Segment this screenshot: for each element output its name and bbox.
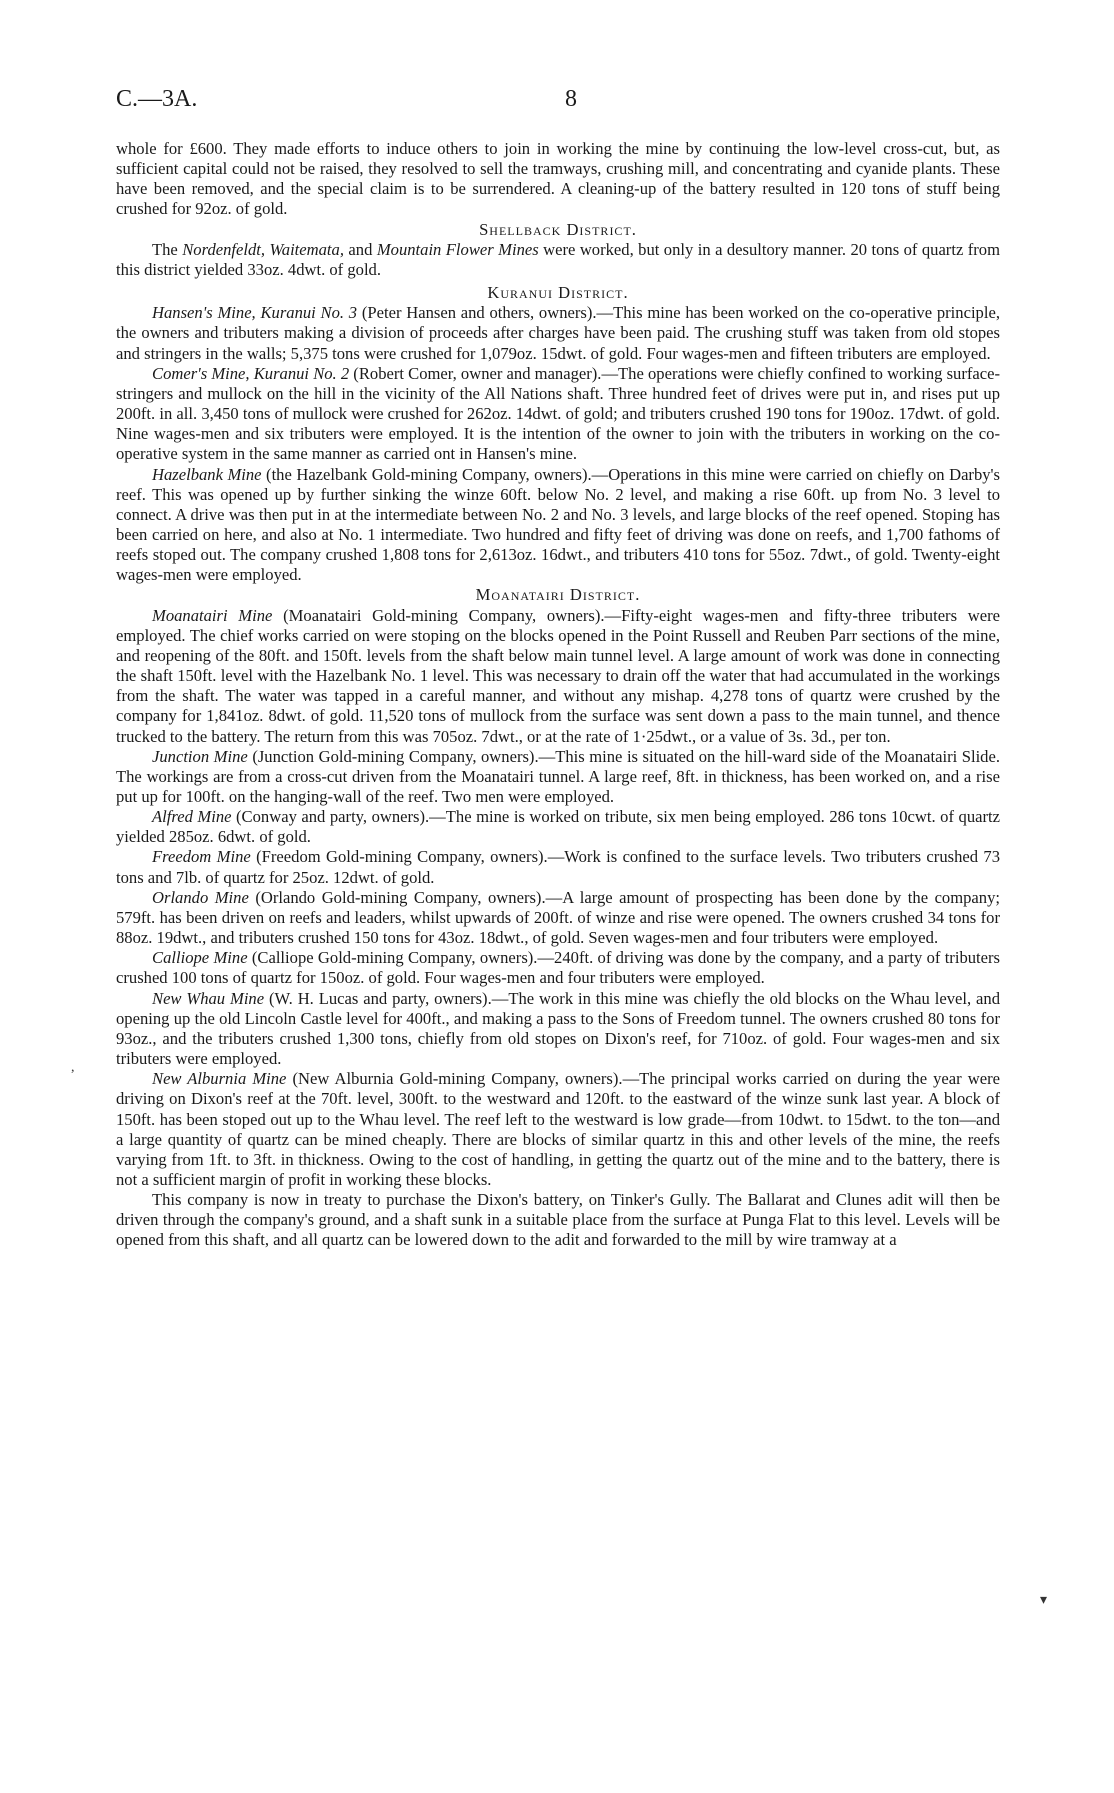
paragraph-new-whau-mine bbox=[116, 989, 1000, 1070]
mine-name: Junction Mine bbox=[152, 746, 248, 766]
text-run: and bbox=[344, 239, 377, 259]
text-run: (W. H. Lucas and party, owners).—The work in this mine was chiefly the old blocks on the Whau level, and opening up the old Lincoln Castle level for 400ft., and making a pass to the Sons of Freedom tunnel. The owners crushed 80 tons for 93oz., and the tributers crushed 1,300 tons, chiefly from old stopes on Dixon's reef, for 710oz. of gold. Four wages-men and six tributers were employed. bbox=[116, 988, 1000, 1069]
mine-name: Moanatairi Mine bbox=[152, 605, 273, 625]
paragraph-shellback bbox=[116, 240, 1000, 280]
paragraph-moanatairi-mine bbox=[116, 606, 1000, 747]
mine-name: Comer's Mine, Kuranui No. 2 bbox=[152, 363, 350, 383]
text-run: (Moanatairi Gold-mining Company, owners).—Fifty-eight wages-men and fifty-three tributers were employed. The chief works carried on were stoping on the blocks opened in the Point Russell and Reuben Parr sections of the mine, and reopening of the 80ft. and 150ft. levels from the shaft below main tunnel level. A large amount of work was done in connecting the shaft 150ft. level with the Hazelbank No. 1 level. This was necessary to drain off the water that had accumulated in the workings from the shaft. The water was tapped in a careful manner, and without any mishap. 4,278 tons of quartz were crushed by the company for 1,841oz. 8dwt. of gold. 11,520 tons of mullock from the surface was sent down a pass to the main tunnel, and thence trucked to the battery. The return from this was 705oz. 7dwt., or at the rate of 1·25dwt., or a value of 3s. 3d., per ton. bbox=[116, 605, 1000, 746]
paragraph-company-treaty: This company is now in treaty to purchase the Dixon's battery, on Tinker's Gully. The Ballarat and Clunes adit will then be driven through the company's ground, and a shaft sunk in a suitable place from the surface at Punga Flat to this level. Levels will be opened from this shaft, and all quartz can be lowered down to the adit and forwarded to the mill by wire tramway at a bbox=[116, 1190, 1000, 1250]
mine-name: Orlando Mine bbox=[152, 887, 249, 907]
mine-name: Freedom Mine bbox=[152, 847, 251, 867]
mine-names: Mountain Flower Mines bbox=[376, 239, 539, 259]
page-header bbox=[116, 86, 1000, 120]
heading-moanatairi-district: Moanatairi District. bbox=[475, 585, 641, 605]
paragraph-orlando-mine bbox=[116, 888, 1000, 948]
paragraph-calliope-mine bbox=[116, 948, 1000, 988]
text-run: (Freedom Gold-mining Company, owners).—Work is confined to the surface levels. Two tributers crushed 73 tons and 7lb. of quartz for 25oz. 12dwt. of gold. bbox=[116, 847, 1001, 887]
text-run: (Peter Hansen and others, owners).—This mine has been worked on the co-operative principle, the owners and tributers making a division of proceeds after charges have been paid. The crushing stuff was taken from old stopes and stringers in the walls; 5,375 tons were crushed for 1,079oz. 15dwt. of gold. Four wages-men and fifteen tributers are employed. bbox=[116, 303, 1000, 363]
page-number: 8 bbox=[565, 86, 577, 112]
text-run: (the Hazelbank Gold-mining Company, owners).—Operations in this mine were carried on chiefly on Darby's reef. This was opened up by further sinking the winze 60ft. below No. 2 level, and making a rise 60ft. up from No. 3 level to connect. A drive was then put in at the intermediate between No. 2 and No. 3 levels, and large blocks of the reef opened. Stoping has been carried on here, and also at No. 1 intermediate. Two hundred and fifty feet of driving was done on reefs, and 1,700 fathoms of reefs stoped out. The company crushed 1,808 tons for 2,613oz. 16dwt., and tributers 410 tons for 55oz. 7dwt., of gold. Twenty-eight wages-men were employed. bbox=[116, 464, 1000, 585]
text-run: The bbox=[152, 239, 183, 259]
paragraph-continuation: whole for £600. They made efforts to induce others to join in working the mine by continuing the low-level cross-cut, but, as sufficient capital could not be raised, they resolved to sell the tramways, crushing mill, and concentrating and cyanide plants. These have been removed, and the special claim is to be surrendered. A cleaning-up of the battery resulted in 120 tons of stuff being crushed for 92oz. of gold. bbox=[116, 139, 1000, 219]
paragraph-comers-mine bbox=[116, 364, 1000, 465]
heading-kuranui-district: Kuranui District. bbox=[487, 283, 629, 303]
text-run: (Calliope Gold-mining Company, owners).—240ft. of driving was done by the company, and a party of tributers crushed 100 tons of quartz for 150oz. of gold. Four wages-men and four tributers were employed. bbox=[116, 948, 1000, 988]
paragraph-junction-mine bbox=[116, 747, 1000, 807]
text-run: were worked, but only in a desultory manner. 20 tons of quartz from this district yielded 33oz. 4dwt. of gold. bbox=[116, 239, 1000, 279]
paragraph-alfred-mine bbox=[116, 807, 1000, 847]
text-run: (Orlando Gold-mining Company, owners).—A large amount of prospecting has been done by the company; 579ft. has been driven on reefs and leaders, whilst upwards of 200ft. of winze and rise were opened. The owners crushed 34 tons for 88oz. 19dwt., and tributers crushed 150 tons for 43oz. 18dwt., of gold. Seven wages-men and four tributers were employed. bbox=[116, 887, 1001, 948]
mine-name: Hazelbank Mine bbox=[152, 464, 262, 484]
text-run: (Conway and party, owners).—The mine is worked on tribute, six men being employed. 286 tons 10cwt. of quartz yielded 285oz. 6dwt. of gold. bbox=[116, 807, 1000, 847]
heading-shellback-district: Shellback District. bbox=[479, 219, 637, 239]
mine-name: Calliope Mine bbox=[152, 948, 248, 968]
text-run: (Junction Gold-mining Company, owners).—This mine is situated on the hill-ward side of the Moanatairi Slide. The workings are from a cross-cut driven from the Moanatairi tunnel. A large reef, 8ft. in thickness, has been worked on, and a rise put up for 100ft. on the hanging-wall of the reef. Two men were employed. bbox=[116, 746, 1000, 806]
mine-name: Alfred Mine bbox=[152, 807, 232, 827]
mine-names: Nordenfeldt, Waitemata, bbox=[182, 239, 344, 259]
mine-name: Hansen's Mine, Kuranui No. 3 bbox=[152, 303, 358, 323]
mine-name: New Whau Mine bbox=[152, 988, 265, 1008]
paragraph-freedom-mine bbox=[116, 847, 1000, 887]
paragraph-hansens-mine bbox=[116, 303, 1000, 363]
text-run: (New Alburnia Gold-mining Company, owners).—The principal works carried on during the year were driving on Dixon's reef at the 70ft. level, 300ft. to the westward and 120ft. to the eastward of the winze sunk last year. A block of 150ft. has been stoped out up to the Whau level. The reef left to the westward is low grade—from 10dwt. to 15dwt. to the ton—and a large quantity of quartz can be mined cheaply. There are blocks of similar quartz in this and other levels of the mine, the reefs varying from 1ft. to 3ft. in thickness. Owing to the cost of handling, in getting the quartz out of the mine and to the battery, there is not a sufficient margin of profit in working these blocks. bbox=[116, 1069, 1000, 1189]
margin-mark: , bbox=[71, 1060, 75, 1075]
text-run: (Robert Comer, owner and manager).—The operations were chiefly confined to working surface-stringers and mullock on the hill in the vicinity of the All Nations shaft. Three hundred feet of drives were put in, and rises put up 200ft. in all. 3,450 tons of mullock were crushed for 262oz. 14dwt. of gold; and tributers crushed 190 tons for 190oz. 17dwt. of gold. Nine wages-men and six tributers were employed. It is the intention of the owner to join with the tributers in working on the co-operative system in the same manner as carried ont in Hansen's mine. bbox=[116, 363, 1001, 464]
margin-mark: ▾ bbox=[1040, 1593, 1048, 1608]
document-code: C.—3A. bbox=[116, 86, 198, 112]
body-text bbox=[116, 139, 1000, 1251]
mine-name: New Alburnia Mine bbox=[152, 1069, 287, 1089]
paragraph-new-alburnia-mine bbox=[116, 1069, 1000, 1190]
paragraph-hazelbank-mine bbox=[116, 465, 1000, 586]
